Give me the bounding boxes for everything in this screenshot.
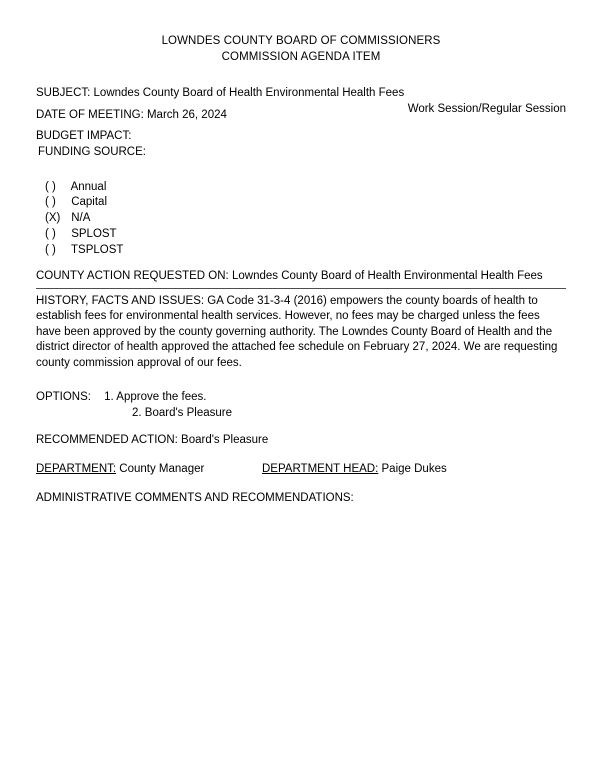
funding-option-annual [45,180,566,196]
funding-option-label: Capital [71,196,108,209]
subject-label: SUBJECT: [36,87,91,99]
option-1: 1. Approve the fees. [104,391,207,404]
department-label: DEPARTMENT: [36,462,117,475]
funding-source-line [36,145,566,161]
checkbox-splost: ( ) [45,227,56,240]
document-title [36,34,566,65]
checkbox-tsplost: ( ) [45,243,56,256]
admin-comments-label: ADMINISTRATIVE COMMENTS AND RECOMMENDATIONS: [36,492,354,505]
history-text: GA Code 31-3-4 (2016) empowers the county boards of health to establish fees for environmental health services. However, no fees may be charged unless the fees have been approved by the county governing authority. The Lowndes County Board of Health and the district director of health approved the attached fee schedule on February 27, 2024. We are requesting county commission approval of our fees. [36,294,558,369]
recommended-action-line [36,433,566,449]
checkbox-capital: ( ) [45,196,56,209]
history-label: HISTORY, FACTS AND ISSUES: [36,294,205,307]
options-label: OPTIONS: [36,391,91,404]
county-action-line [36,269,566,289]
funding-option-splost [45,227,566,243]
funding-option-label: TSPLOST [71,243,124,256]
date-of-meeting [36,108,227,124]
admin-comments-line [36,491,566,507]
county-action-text: Lowndes County Board of Health Environmental Health Fees [231,270,543,283]
document-title-line2: COMMISSION AGENDA ITEM [221,50,381,63]
department-value: County Manager [119,462,205,475]
department-head-field [262,462,447,478]
department-line [36,462,566,478]
budget-impact-label: BUDGET IMPACT: [36,130,132,142]
options-line-2 [132,406,566,422]
county-action-label: COUNTY ACTION REQUESTED ON: [36,270,229,283]
session-type-text: Work Session/Regular Session [407,102,566,115]
department-head-label: DEPARTMENT HEAD: [262,462,379,475]
budget-impact-line [36,129,566,145]
funding-source-label: FUNDING SOURCE: [38,146,146,158]
options-section [36,390,566,421]
funding-options-list [45,180,566,259]
department-field [36,462,262,478]
option-2: 2. Board's Pleasure [132,406,233,419]
document-title-line1: LOWNDES COUNTY BOARD OF COMMISSIONERS [161,35,441,47]
subject-line [36,86,566,102]
subject-text: Lowndes County Board of Health Environmental Health Fees [93,87,405,99]
funding-option-tsplost [45,243,566,259]
checkbox-na-checked: (X) [45,212,61,225]
date-text: March 26, 2024 [146,108,227,121]
funding-option-label: Annual [70,180,107,193]
recommended-action-label: RECOMMENDED ACTION: [36,434,178,447]
department-head-value: Paige Dukes [381,462,447,475]
date-line [36,102,566,124]
options-line-1 [36,390,566,406]
funding-option-capital [45,195,566,211]
funding-option-label: N/A [71,212,91,225]
funding-option-label: SPLOST [71,227,117,240]
checkbox-annual: ( ) [45,180,56,193]
history-facts-issues [36,294,566,372]
recommended-action-text: Board's Pleasure [181,434,269,447]
funding-option-na [45,211,566,227]
date-label: DATE OF MEETING: [36,108,144,121]
